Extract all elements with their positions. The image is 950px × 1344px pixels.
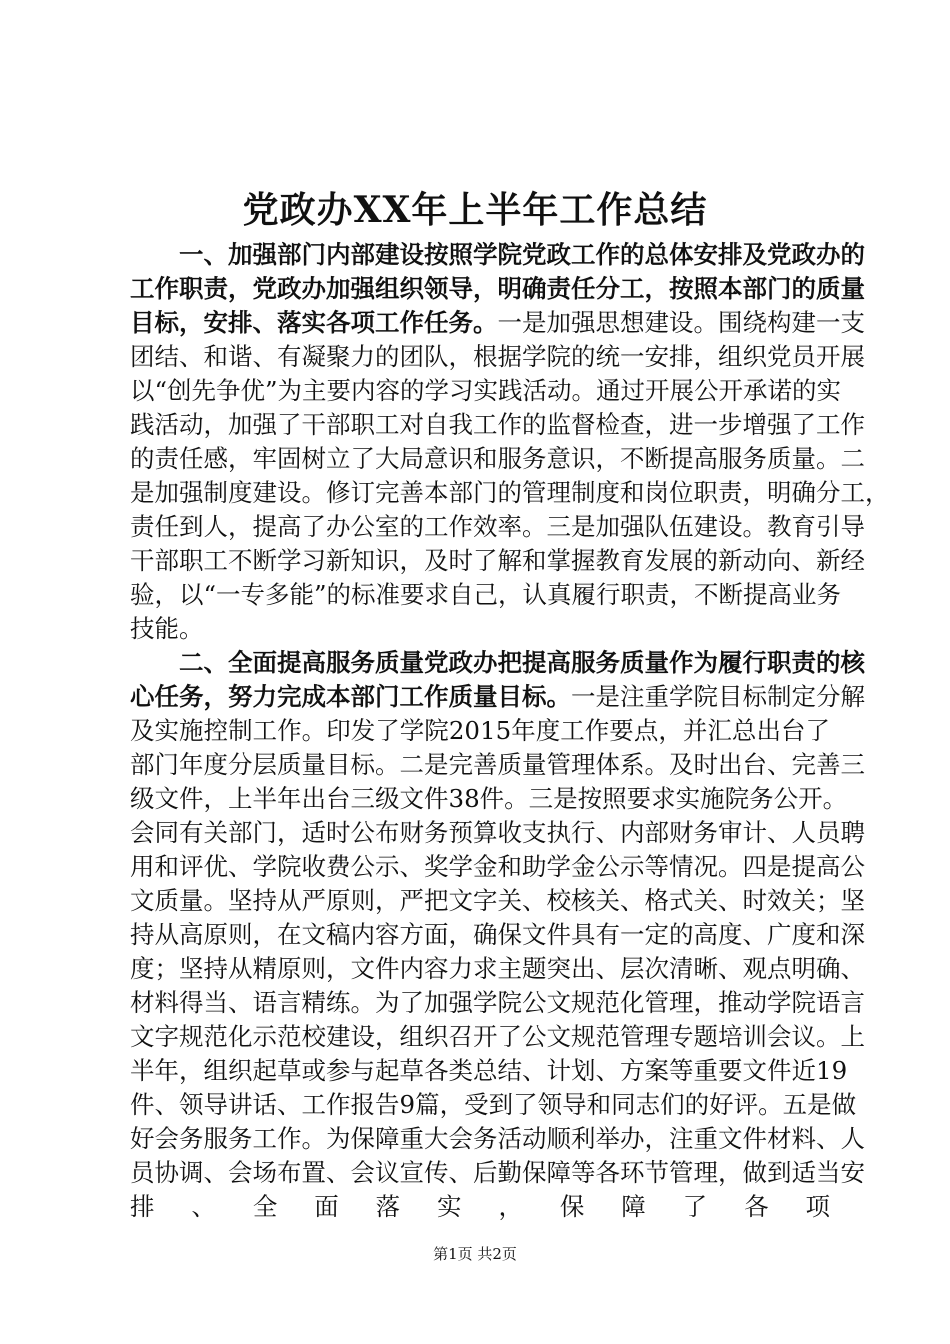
document-body	[130, 238, 890, 1326]
text-line: 的责任感，牢固树立了大局意识和服务意识，不断提高服务质量。二	[130, 444, 865, 473]
text-line: 干部职工不断学习新知识，及时了解和掌握教育发展的新动向、新经	[130, 546, 865, 575]
text-line	[130, 1292, 830, 1326]
text-line: 文字规范化示范校建设，组织召开了公文规范管理专题培训会议。上	[130, 1022, 865, 1051]
bold-lead-text: 心任务，努力完成本部门工作质量目标。	[130, 682, 571, 711]
bold-lead-text: 二、全面提高服务质量党政办把提高服务质量作为履行职责的核	[179, 648, 865, 677]
text-line	[130, 646, 865, 680]
text-line: 文质量。坚持从严原则，严把文字关、校核关、格式关、时效关；坚	[130, 886, 865, 915]
text-line: 用和评优、学院收费公示、奖学金和助学金公示等情况。四是提高公	[130, 852, 865, 881]
text-line: 级文件，上半年出台三级文件38件。三是按照要求实施院务公开。	[130, 784, 848, 813]
text-line: 会同有关部门，适时公布财务预算收支执行、内部财务审计、人员聘	[130, 818, 865, 847]
paragraph-2	[130, 646, 865, 1326]
text-line: 是加强制度建设。修订完善本部门的管理制度和岗位职责，明确分工，	[130, 478, 890, 507]
text-line: 度；坚持从精原则，文件内容力求主题突出、层次清晰、观点明确、	[130, 954, 865, 983]
text-line: 以“创先争优”为主要内容的学习实践活动。通过开展公开承诺的实	[130, 376, 842, 405]
text-line: 验，以“一专多能”的标准要求自己，认真履行职责，不断提高业务	[130, 580, 842, 609]
page-footer: 第1页 共2页	[433, 1245, 517, 1263]
text-line: 件、领导讲话、工作报告9篇，受到了领导和同志们的好评。五是做	[130, 1090, 857, 1119]
text-line: 及实施控制工作。印发了学院2015年度工作要点，并汇总出台了	[130, 716, 830, 745]
text-line: 材料得当、语言精练。为了加强学院公文规范化管理，推动学院语言	[130, 988, 865, 1017]
bold-lead-text: 工作职责，党政办加强组织领导，明确责任分工，按照本部门的质量	[130, 274, 865, 303]
text-line: 践活动，加强了干部职工对自我工作的监督检查，进一步增强了工作	[130, 410, 865, 439]
text-line: 团结、和谐、有凝聚力的团队，根据学院的统一安排，组织党员开展	[130, 342, 865, 371]
document-title: 党政办XX年上半年工作总结	[242, 189, 708, 231]
text-line: 员协调、会场布置、会议宣传、后勤保障等各环节管理，做到适当安	[130, 1158, 865, 1187]
text-line	[130, 272, 865, 306]
text-line: 排、全面落实，保障了各项	[130, 1192, 830, 1221]
text-line: 持从高原则，在文稿内容方面，确保文件具有一定的高度、广度和深	[130, 920, 865, 949]
text-line: 目标，安排、落实各项工作任务。一是加强思想建设。围绕构建一支	[130, 308, 865, 337]
bold-lead-text: 一、加强部门内部建设按照学院党政工作的总体安排及党政办的	[179, 240, 865, 269]
text-line: 责任到人，提高了办公室的工作效率。三是加强队伍建设。教育引导	[130, 512, 865, 541]
text-line	[130, 238, 865, 272]
text-line: 心任务，努力完成本部门工作质量目标。一是注重学院目标制定分解	[130, 682, 865, 711]
text-line: 部门年度分层质量目标。二是完善质量管理体系。及时出台、完善三	[130, 750, 865, 779]
text-line: 好会务服务工作。为保障重大会务活动顺利举办，注重文件材料、人	[130, 1124, 865, 1153]
text-line: 技能。	[130, 614, 204, 643]
paragraph-1	[130, 238, 890, 646]
bold-lead-text: 目标，安排、落实各项工作任务。	[130, 308, 498, 337]
text-line: 半年，组织起草或参与起草各类总结、计划、方案等重要文件近19	[130, 1056, 848, 1085]
